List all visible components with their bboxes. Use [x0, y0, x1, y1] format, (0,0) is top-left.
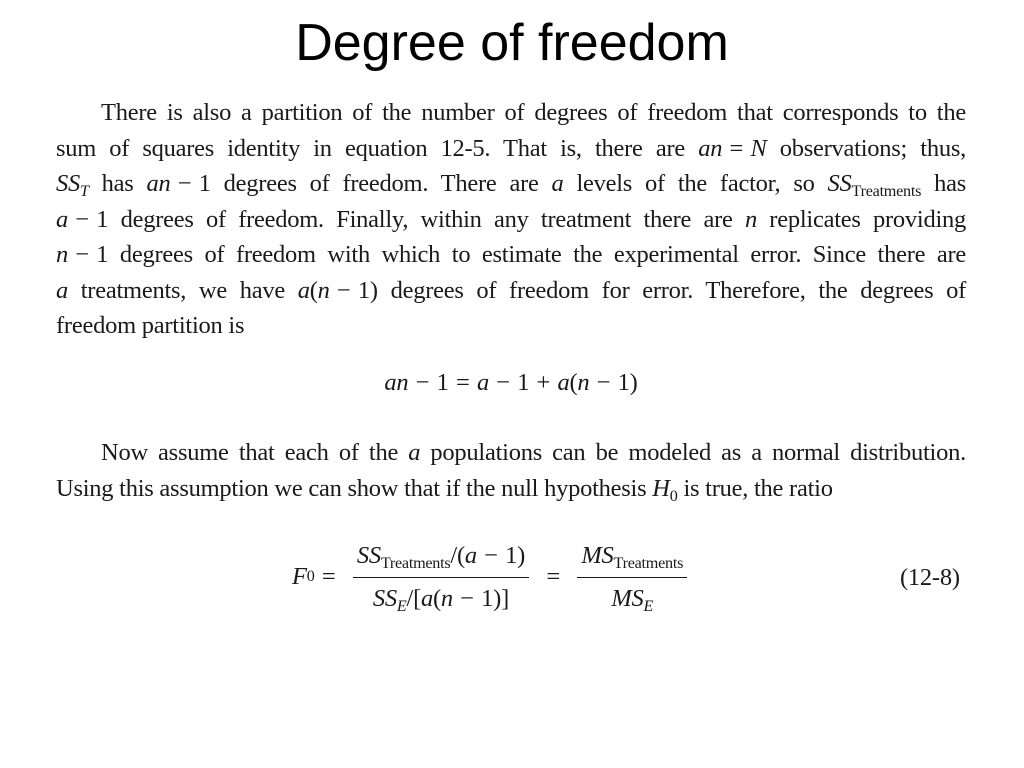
f-ratio-first-fraction — [353, 538, 529, 616]
paragraph-normal-assumption — [56, 435, 966, 506]
paragraph1-line7: freedom partition is — [56, 312, 245, 339]
f-ratio-equation: F 0 = $\frac{SS_{Treatments}/(a - 1)}{SS_E/[a(n - 1)]}$ = $\frac{MS_{Treatments}}{MS_E}$ — [292, 537, 697, 617]
paragraph1-line2: sum of squares identity in equation 12-5. That is, there are an = N observations; thus, — [56, 134, 966, 162]
paragraph2-line2: Using this assumption we can show that if the null hypothesis $H_0$ is true, the ratio — [56, 474, 833, 505]
second-fraction-denominator: $MS_E$ — [611, 584, 654, 615]
paragraph-degrees-of-freedom — [56, 95, 966, 344]
paragraph1-line4: a − 1 degrees of freedom. Finally, within any treatment there are n replicates providing — [56, 205, 967, 233]
paragraph1-line6: a treatments, we have a(n − 1) degrees of freedom for error. Therefore, the degrees of — [56, 276, 967, 304]
f-ratio-second-fraction — [577, 538, 687, 616]
slide-title: Degree of freedom — [295, 14, 729, 72]
paragraph1-line1: There is also a partition of the number of degrees of freedom that corresponds to the — [101, 99, 966, 126]
textbook-excerpt — [56, 95, 967, 615]
first-fraction-denominator: $SS_E/[a(n - 1)]$ — [372, 584, 509, 615]
degrees-of-freedom-partition-equation: an − 1 = a − 1 + a(n − 1) — [384, 369, 638, 396]
first-fraction-numerator: $SS_{Treatments}/(a - 1)$ — [353, 538, 529, 578]
paragraph1-line3: $SS_T$ has an − 1 degrees of freedom. There are a levels of the factor, so $SS_{Treatments}$ has — [56, 170, 966, 200]
equation-number: (12-8) — [900, 564, 960, 591]
paragraph2-line1: Now assume that each of the a populations can be modeled as a normal distribution. — [101, 439, 966, 466]
paragraph1-line5: n − 1 degrees of freedom with which to estimate the experimental error. Since there are — [56, 241, 966, 268]
second-fraction-numerator: $MS_{Treatments}$ — [577, 538, 687, 578]
